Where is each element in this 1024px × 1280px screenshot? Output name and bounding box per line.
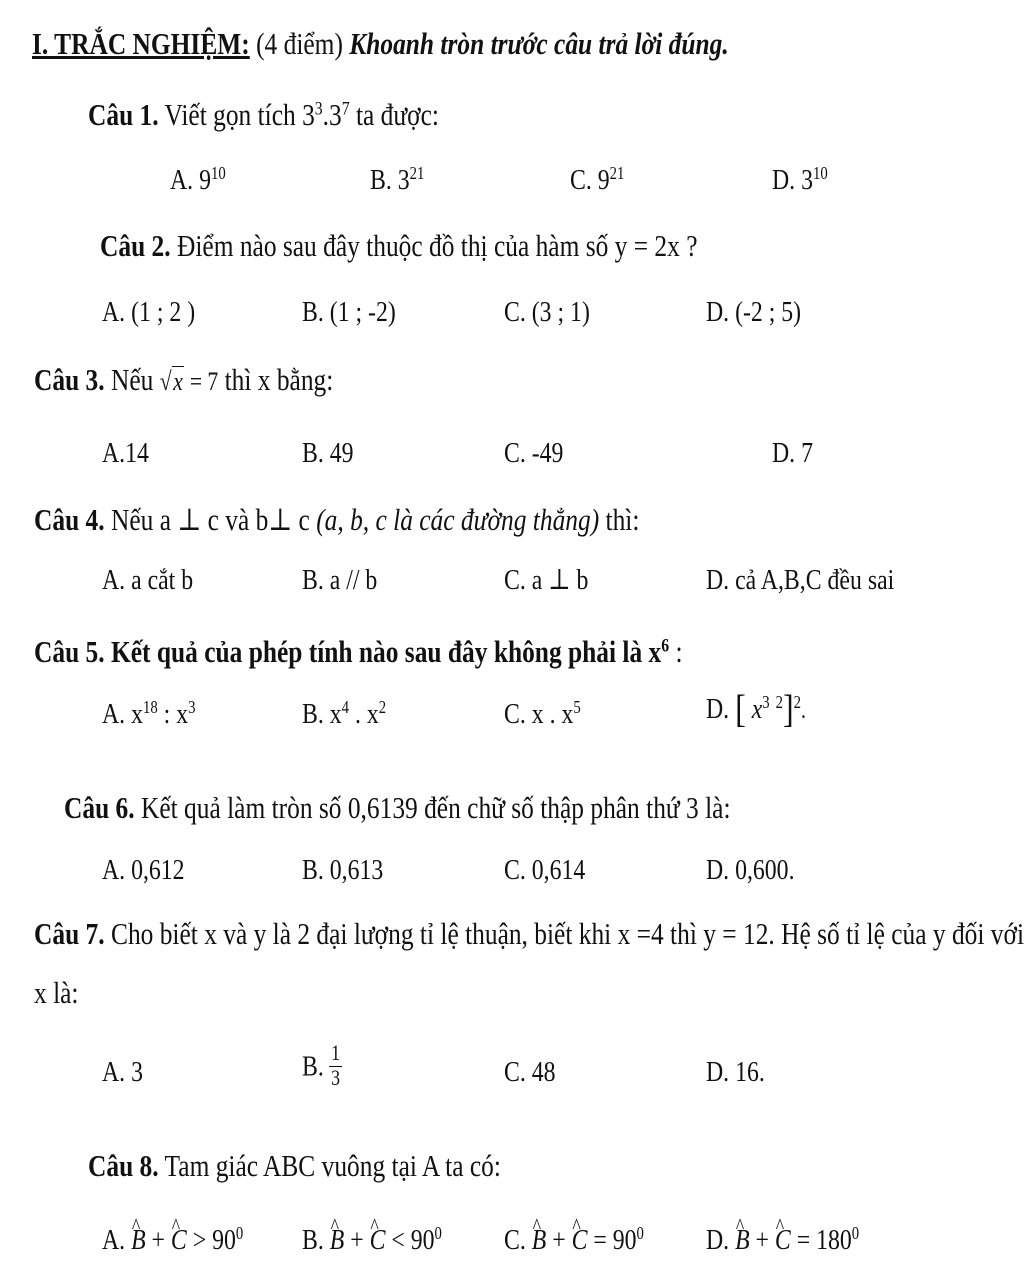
option-letter: C.: [504, 1056, 526, 1088]
option-2d[interactable]: [706, 295, 801, 329]
option-letter: C.: [570, 164, 592, 196]
angle-b: ^ B: [131, 1223, 146, 1257]
operator: +: [749, 1224, 775, 1256]
option-4b[interactable]: [302, 563, 377, 597]
radicand: x: [173, 367, 183, 396]
option-value: (-2 ; 5): [729, 296, 802, 328]
fraction-numerator: 1: [329, 1042, 343, 1067]
option-letter: B.: [302, 564, 324, 596]
option-value: 16.: [729, 1056, 765, 1088]
option-5b[interactable]: [302, 697, 386, 731]
section-title: I. TRẮC NGHIỆM:: [32, 26, 250, 61]
option-5a[interactable]: [102, 697, 195, 731]
exponent: 5: [573, 697, 581, 718]
option-value: x: [751, 693, 763, 725]
option-3b[interactable]: [302, 436, 354, 470]
option-value: a ⊥ b: [525, 564, 589, 596]
question-6: [64, 790, 731, 826]
question-4: [34, 502, 639, 538]
option-value: (1 ; -2): [323, 296, 396, 328]
option-7c[interactable]: [504, 1055, 556, 1089]
angle-c: ^ C: [775, 1223, 791, 1257]
left-bracket: [: [735, 688, 746, 731]
option-letter: D.: [706, 1056, 730, 1088]
option-value: 0,613: [323, 854, 384, 886]
option-8d[interactable]: [706, 1223, 859, 1257]
option-7d[interactable]: [706, 1055, 765, 1089]
option-8b[interactable]: [302, 1223, 442, 1257]
question-1: [88, 97, 439, 133]
option-letter: D.: [706, 564, 730, 596]
exponent: 21: [409, 163, 425, 184]
question-7: [34, 916, 1024, 952]
fraction-denominator: 3: [331, 1065, 341, 1090]
option-4a[interactable]: [102, 563, 193, 597]
degree-mark: 0: [636, 1223, 644, 1244]
option-value: x: [125, 698, 143, 730]
question-text: Kết quả của phép tính nào sau đây không phải là x: [104, 634, 662, 669]
option-6d[interactable]: [706, 853, 795, 887]
section-heading: [32, 26, 729, 62]
option-value: 9: [193, 164, 211, 196]
operator: +: [145, 1224, 171, 1256]
trailing-dot: .: [801, 698, 806, 724]
question-number: Câu 3.: [34, 362, 105, 397]
option-value: : x: [157, 698, 189, 730]
angle-c: ^ C: [572, 1223, 588, 1257]
option-value: 9: [591, 164, 610, 196]
option-2c[interactable]: [504, 295, 590, 329]
option-letter: C.: [504, 564, 526, 596]
option-2a[interactable]: [102, 295, 195, 329]
option-value: 0,600.: [729, 854, 795, 886]
square-root: [160, 364, 219, 400]
option-7a[interactable]: [102, 1055, 143, 1089]
question-note: (a, b, c là các đường thẳng): [316, 502, 600, 537]
option-4c[interactable]: [504, 563, 588, 597]
option-value: . x: [349, 698, 379, 730]
option-letter: B.: [302, 854, 324, 886]
right-bracket: ]: [782, 688, 794, 731]
question-number: Câu 5.: [34, 634, 105, 669]
option-value: > 90: [186, 1224, 236, 1256]
option-letter: A.: [102, 437, 126, 469]
exponent: 3: [314, 98, 323, 120]
section-instruction: Khoanh tròn trước câu trả lời đúng.: [349, 26, 729, 61]
option-5c[interactable]: [504, 697, 581, 731]
option-7b[interactable]: [302, 1042, 343, 1091]
option-1a[interactable]: [170, 163, 226, 197]
operator: +: [344, 1224, 370, 1256]
angle-b: ^ B: [735, 1223, 750, 1257]
angle-b: ^ B: [330, 1223, 345, 1257]
option-value: 0,612: [125, 854, 185, 886]
option-3a[interactable]: [102, 436, 149, 470]
question-2: [100, 228, 697, 264]
question-text: .3: [322, 97, 342, 132]
exponent: 21: [609, 163, 625, 184]
option-letter: A.: [102, 1224, 126, 1256]
option-value: 7: [795, 437, 813, 469]
angle-c: ^ C: [370, 1223, 386, 1257]
option-value: cả A,B,C đều sai: [729, 564, 895, 596]
question-3: [34, 362, 333, 400]
exponent: 2: [793, 692, 802, 713]
option-letter: C.: [504, 1224, 526, 1256]
exponent: 3: [188, 697, 196, 718]
option-letter: B.: [302, 698, 324, 730]
exponent: 4: [341, 697, 350, 718]
exponent: 10: [812, 163, 828, 184]
option-letter: A.: [102, 564, 126, 596]
option-value: 0,614: [525, 854, 586, 886]
angle-b: ^ B: [532, 1223, 547, 1257]
option-value: < 90: [385, 1224, 435, 1256]
option-value: x: [323, 698, 342, 730]
option-letter: C.: [504, 296, 526, 328]
question-text: Viết gọn tích 3: [158, 97, 315, 132]
option-letter: A.: [102, 854, 126, 886]
exponent: 10: [210, 163, 226, 184]
option-letter: B.: [302, 296, 324, 328]
option-letter: B.: [302, 1224, 324, 1256]
option-value: = 90: [587, 1224, 637, 1256]
option-3c[interactable]: [504, 436, 563, 470]
option-letter: D.: [772, 164, 796, 196]
option-letter: D.: [706, 1224, 730, 1256]
option-1c[interactable]: [570, 163, 624, 197]
option-letter: C.: [504, 437, 526, 469]
option-letter: A.: [102, 1056, 126, 1088]
question-text: Kết quả làm tròn số 0,6139 đến chữ số thập phân thứ 3 là:: [134, 790, 731, 825]
option-1b[interactable]: [370, 163, 424, 197]
option-5d[interactable]: [706, 690, 806, 729]
option-8a[interactable]: [102, 1223, 243, 1257]
question-text: x là:: [34, 975, 79, 1010]
operator: +: [546, 1224, 572, 1256]
option-letter: C.: [504, 698, 526, 730]
degree-mark: 0: [434, 1223, 442, 1244]
exponent: 3: [762, 692, 770, 713]
option-8c[interactable]: [504, 1223, 644, 1257]
option-letter: D.: [706, 693, 730, 725]
question-text: Nếu a ⊥ c và b⊥ c: [104, 502, 317, 537]
question-number: Câu 2.: [100, 228, 171, 263]
option-6c[interactable]: [504, 853, 585, 887]
angle-c: ^ C: [171, 1223, 187, 1257]
section-points: (4 điểm): [249, 26, 350, 61]
option-2b[interactable]: [302, 295, 396, 329]
option-value: = 180: [790, 1224, 852, 1256]
exponent: 2: [775, 692, 783, 713]
degree-mark: 0: [851, 1223, 860, 1244]
question-text: Cho biết x và y là 2 đại lượng tỉ lệ thuận, biết khi x =4 thì y = 12. Hệ số tỉ lệ của y đối với: [104, 916, 1024, 951]
option-value: x . x: [525, 698, 574, 730]
fraction: [329, 1042, 343, 1091]
exponent: 2: [378, 697, 387, 718]
option-value: (1 ; 2 ): [125, 296, 196, 328]
option-6a[interactable]: [102, 853, 185, 887]
question-text: thì x bằng:: [218, 362, 334, 397]
question-text: thì:: [599, 502, 640, 537]
option-letter: C.: [504, 854, 526, 886]
question-number: Câu 8.: [88, 1148, 159, 1183]
question-text: Điểm nào sau đây thuộc đồ thị của hàm số y = 2x ?: [170, 228, 698, 263]
question-text: ta được:: [349, 97, 439, 132]
option-letter: B.: [302, 437, 324, 469]
degree-mark: 0: [235, 1223, 244, 1244]
option-letter: A.: [102, 698, 126, 730]
question-text: Tam giác ABC vuông tại A ta có:: [158, 1148, 501, 1183]
option-6b[interactable]: [302, 853, 383, 887]
option-1d[interactable]: [772, 163, 828, 197]
exponent: 18: [142, 697, 158, 718]
equation-value: = 7: [184, 367, 219, 396]
question-7-line-2: [34, 975, 78, 1011]
option-value: 48: [525, 1056, 556, 1088]
option-value: a // b: [323, 564, 378, 596]
option-value: 49: [323, 437, 354, 469]
question-number: Câu 6.: [64, 790, 135, 825]
option-letter: B.: [370, 164, 392, 196]
question-5: [34, 634, 683, 670]
exponent: 7: [341, 98, 350, 120]
question-text: Nếu: [104, 362, 160, 397]
option-letter: A.: [170, 164, 194, 196]
option-value: 14: [125, 437, 149, 469]
option-value: 3: [125, 1056, 143, 1088]
radical-sign: √: [159, 367, 172, 396]
option-letter: D.: [772, 437, 796, 469]
option-value: -49: [525, 437, 564, 469]
option-letter: A.: [102, 296, 126, 328]
option-value: 3: [795, 164, 813, 196]
option-value: 3: [391, 164, 410, 196]
exponent: 6: [661, 635, 670, 657]
option-letter: D.: [706, 296, 730, 328]
option-value: a cắt b: [125, 564, 194, 596]
option-letter: B.: [302, 1050, 324, 1083]
question-8: [88, 1148, 501, 1184]
question-number: Câu 1.: [88, 97, 159, 132]
option-letter: D.: [706, 854, 730, 886]
question-number: Câu 4.: [34, 502, 105, 537]
option-3d[interactable]: [772, 436, 813, 470]
question-text: :: [669, 634, 683, 669]
question-number: Câu 7.: [34, 916, 105, 951]
option-value: (3 ; 1): [525, 296, 590, 328]
option-4d[interactable]: [706, 563, 894, 597]
